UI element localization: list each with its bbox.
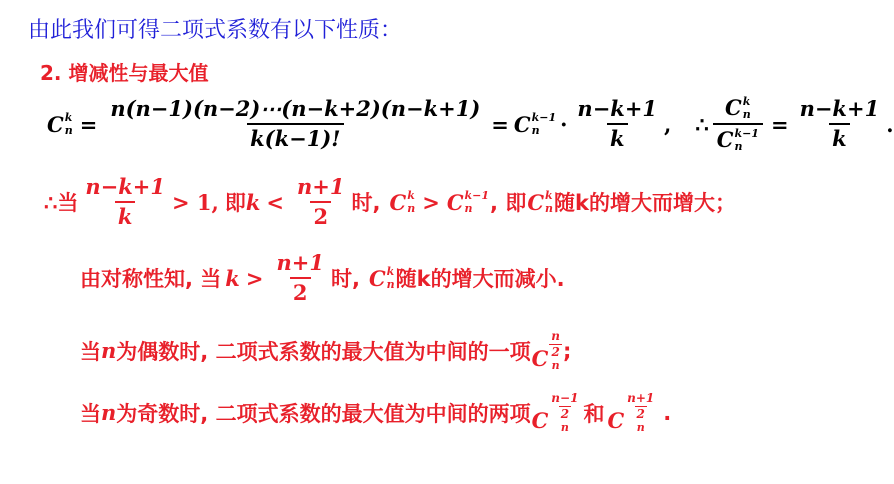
ratio-result-fraction: $\frac{n-k+1}{k}$: [799, 95, 880, 151]
main-numerator: n(n−1)(n−2)⋯(n−k+2)(n−k+1): [110, 95, 481, 121]
factor-fraction: $\frac{n-k+1}{k}$: [577, 95, 658, 151]
comb-c-n-k: C k n: [47, 111, 73, 137]
section-title: 2. 增减性与最大值: [40, 61, 209, 85]
main-denominator: k(k−1)!: [247, 123, 343, 150]
binomial-ratio-formula: C k n = $\frac{n(n-1)(n-2)\cdots(n-k+2)(n-k+1)}{k(k-1)!}$ = C k−1 n · $\frac{n-k+1}{k}$ , ∴ C k n C k−1 n = $\frac{n-k+1}{k}$ .: [47, 94, 894, 153]
even-max-line: 当 n 为偶数时, 二项式系数的最大值为中间的一项 C $\frac{n}{2}$ n ;: [80, 329, 572, 373]
intro-text: 由此我们可得二项式系数有以下性质：: [28, 18, 403, 43]
decreasing-condition-line: 由对称性知, 当 k > $\frac{n+1}{2}$ 时, C k n 随k的增大而减小.: [80, 250, 565, 306]
ratio-fraction: C k n C k−1 n: [713, 96, 763, 152]
comb-c-n-k-minus-1: C k−1 n: [513, 111, 557, 137]
increasing-condition-line: ∴ 当 $\frac{n-k+1}{k}$ > 1, 即 k < $\frac{n+1}{2}$ 时, C k n > C k−1 n , 即 C k n 随k的增大而增大；: [44, 174, 737, 230]
odd-max-line: 当 n 为奇数时, 二项式系数的最大值为中间的两项 C $\frac{n-1}{2}$ n 和 C $\frac{n+1}{2}$ n .: [80, 391, 672, 435]
main-fraction: [107, 95, 483, 151]
therefore-symbol: ∴: [695, 111, 709, 137]
